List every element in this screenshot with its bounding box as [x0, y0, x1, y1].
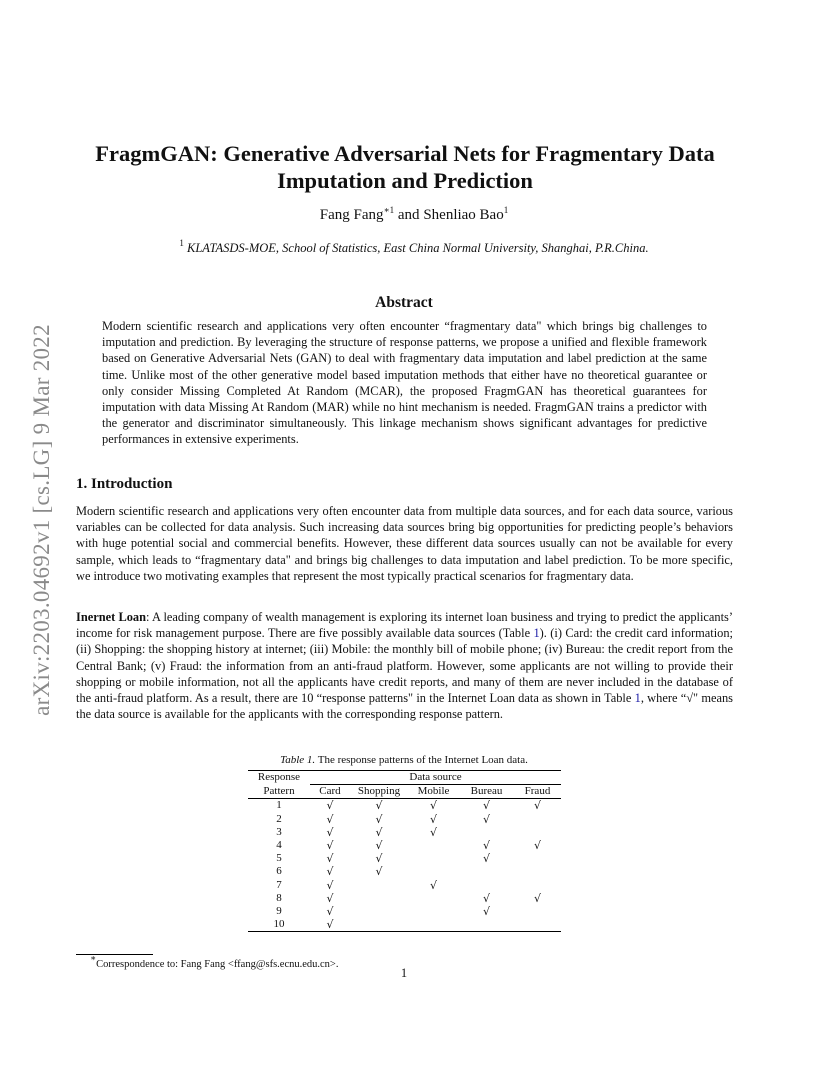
footnote-divider [76, 954, 153, 955]
table-ref-link[interactable]: 1 [533, 626, 540, 641]
table-caption-label: Table 1. [280, 754, 316, 766]
pattern-number: 3 [276, 825, 282, 838]
affiliation [0, 238, 828, 256]
table-cell [408, 918, 459, 932]
table-cell [350, 918, 408, 932]
table-row [248, 879, 561, 892]
table-cell: √ [375, 852, 383, 866]
pattern-number: 6 [276, 865, 282, 878]
table-column-header: Mobile [408, 785, 459, 799]
table-cell: √ [429, 878, 437, 892]
table-cell: √ [310, 918, 350, 932]
response-pattern-table [248, 770, 561, 932]
pattern-number: 9 [276, 905, 282, 918]
table-cell: √ [375, 865, 383, 879]
table-cell [514, 813, 561, 826]
table-cell: √ [326, 878, 334, 892]
author-conjunction: and [394, 207, 424, 223]
pattern-number: 5 [276, 852, 282, 865]
table-cell: √ [482, 799, 490, 813]
table-cell [514, 852, 561, 865]
author-name: Shenliao Bao [423, 207, 504, 223]
footnote-mark: ∗ [90, 953, 97, 963]
table-cell: √ [326, 891, 334, 905]
pattern-number: 4 [276, 839, 282, 852]
table-cell [408, 852, 459, 865]
paper-title: FragmGAN: Generative Adversarial Nets for Fragmentary Data Imputation and Prediction [95, 141, 715, 193]
table-row [248, 892, 561, 905]
table-row [248, 839, 561, 852]
table-column-header: Bureau [459, 785, 514, 799]
table-cell [514, 826, 561, 839]
page-number: 1 [400, 966, 408, 980]
table-cell: √ [375, 812, 383, 826]
table-cell [514, 879, 561, 892]
affiliation-text: KLATASDS-MOE, School of Statistics, East China Normal University, Shanghai, P.R.China. [187, 241, 649, 255]
table-cell: √ [326, 839, 334, 853]
table-row [248, 799, 561, 813]
abstract-heading: Abstract [375, 294, 433, 311]
table-cell [459, 865, 514, 878]
paragraph-lead: Inernet Loan [76, 610, 146, 624]
table-cell: √ [326, 825, 334, 839]
table-caption [247, 754, 561, 766]
table-cell [408, 892, 459, 905]
internet-loan-paragraph [76, 609, 733, 722]
table-header-pattern: Pattern [248, 785, 310, 799]
table-row [248, 852, 561, 865]
table-row [248, 905, 561, 918]
paragraph-text: ). (i) Card: the credit card information; (ii) Shopping: the shopping history at internet; (iii) Mobile: the monthly bill of mobile phone; (iv) Bureau: the credit report from the Central Bank; (v) Fraud: the information from an anti-fraud platform. However, some applicants are not willing to provide their shopping or mobile information, not all the applicants have credit reports, and many of them are never included in the database of the anti-fraud platform. As a result, there are 10 “response patterns" in the Internet Loan data as shown in Table [76, 626, 734, 706]
arxiv-id: arXiv:2203.04692v1 [cs.LG] 9 Mar 2022 [29, 324, 54, 716]
table-cell: √ [375, 799, 383, 813]
footnote-text: Correspondence to: Fang Fang <ffang@sfs.ecnu.edu.cn>. [96, 959, 339, 970]
table-cell [408, 865, 459, 878]
table-cell: √ [326, 865, 334, 879]
table-cell [459, 918, 514, 932]
intro-paragraph: Modern scientific research and applications very often encounter data from multiple data sources, and for each data source, various variables can be collected for data analysis. Such increasing data sources bring big opportunities for predicting people’s behaviors with huge potential social and commercial benefits. However, these different data sources usually can not be available for every sample, which leads to “fragmentary data" and brings big challenges to data imputation and label prediction. To be more specific, we introduce two motivating examples that represent the most typically practical scenarios for fragmentary data. [76, 504, 733, 583]
table-caption-text: The response patterns of the Internet Loan data. [315, 754, 528, 766]
paragraph-text: : A leading company of wealth management is exploring its internet loan business and trying to predict the applicants’ income for risk management purpose. There are five possibly available data sources (Table [76, 610, 734, 641]
table-cell: √ [429, 825, 437, 839]
table-cell: √ [482, 812, 490, 826]
table-cell: √ [482, 905, 490, 919]
section-heading: 1. Introduction [76, 476, 173, 492]
table-cell: √ [533, 799, 541, 813]
table-cell: √ [429, 812, 437, 826]
author-line [0, 207, 828, 224]
pattern-number: 10 [248, 918, 310, 932]
table-cell [459, 826, 514, 839]
paragraph-text: , where “√" means the data source is available for the applicants with the corresponding response pattern. [76, 691, 733, 722]
table-header-response: Response [248, 771, 310, 785]
table-cell [408, 905, 459, 918]
pattern-number: 1 [276, 799, 282, 812]
table-cell [350, 905, 408, 918]
table-cell: √ [533, 891, 541, 905]
table-cell: √ [326, 852, 334, 866]
table-row [248, 918, 561, 932]
author-mark: ∗1 [383, 205, 395, 215]
table-cell: √ [326, 799, 334, 813]
pattern-number: 8 [276, 891, 282, 904]
author-name: Fang Fang [319, 207, 384, 223]
table-cell: √ [482, 839, 490, 853]
table-column-header: Card [310, 785, 350, 799]
table-cell [408, 839, 459, 852]
table-row [248, 826, 561, 839]
table-cell [514, 905, 561, 918]
abstract-body: Modern scientific research and applications very often encounter “fragmentary data" which brings big challenges to imputation and prediction. By leveraging the structure of response patterns, we propose a unified and flexible framework based on Generative Adversarial Nets (GAN) to deal with fragmentary data imputation and label prediction at the same time. Unlike most of the other generative model based imputation methods that either have no theoretical guarantee or only consider Missing Completed At Random (MCAR), the proposed FragmGAN has theoretical guarantees for imputation with data Missing At Random (MAR) while no hint mechanism is needed. FragmGAN trains a predictor with the generator and discriminator simultaneously. This linkage mechanism shows significant advantages for predictive performances in extensive experiments. [102, 319, 707, 447]
table-header-datasource: Data source [310, 771, 561, 785]
table-ref-link[interactable]: 1 [634, 691, 641, 706]
table-cell: √ [326, 812, 334, 826]
table-cell: √ [482, 852, 490, 866]
table-cell: √ [482, 891, 490, 905]
arxiv-watermark [22, 290, 62, 750]
affiliation-mark: 1 [179, 238, 184, 248]
table-cell [514, 918, 561, 932]
table-cell [459, 879, 514, 892]
table-cell [350, 879, 408, 892]
table-cell: √ [375, 839, 383, 853]
table-cell: √ [375, 825, 383, 839]
table-row [248, 865, 561, 878]
table-cell [350, 892, 408, 905]
table-cell [514, 865, 561, 878]
table-cell: √ [326, 905, 334, 919]
table-row [248, 813, 561, 826]
table-cell: √ [533, 839, 541, 853]
table-column-header: Fraud [514, 785, 561, 799]
table-body [248, 799, 561, 932]
table-column-header: Shopping [350, 785, 408, 799]
pattern-number: 7 [276, 878, 282, 891]
author-mark: 1 [503, 205, 509, 215]
table-cell: √ [429, 799, 437, 813]
pattern-number: 2 [276, 812, 282, 825]
